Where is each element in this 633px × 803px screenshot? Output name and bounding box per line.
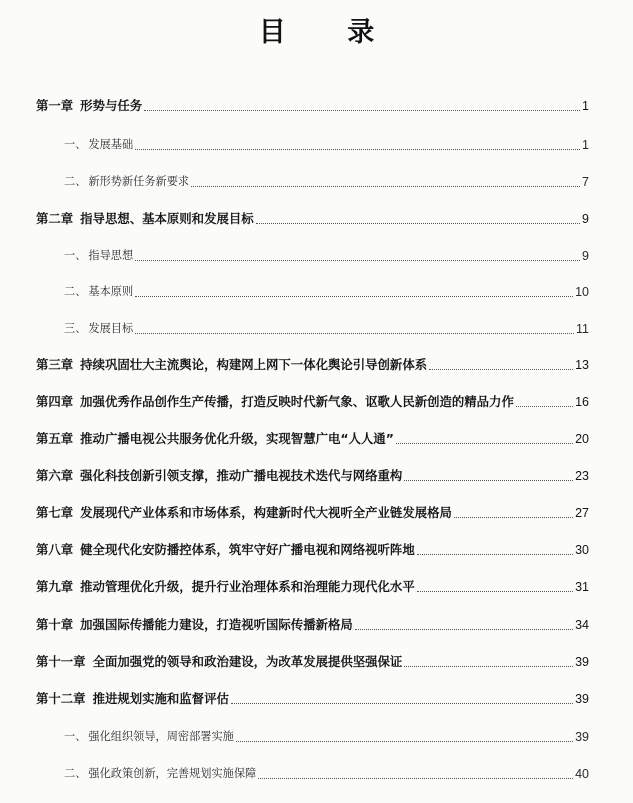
toc-entry-text [36,431,394,447]
toc-chapter-entry[interactable] [36,388,589,410]
toc-entry-number: 一、 [64,138,87,151]
toc-entry-number: 第七章 [36,505,74,520]
toc-entry-number: 第十章 [36,617,74,632]
toc-page-number: 16 [575,395,589,409]
toc-page-number: 10 [575,285,589,299]
toc-entry-text [64,174,189,190]
dot-leader [396,442,573,444]
toc-chapter-entry[interactable] [36,611,589,633]
toc-entry-text [36,542,415,558]
toc-entry-title: 健全现代化安防播控体系，筑牢守好广播电视和网络视听阵地 [80,542,415,557]
toc-entry-title: 强化政策创新，完善规划实施保障 [88,767,257,780]
dot-leader [516,405,573,407]
toc-entry-number: 第十一章 [36,654,86,669]
toc-entry-text [64,248,133,264]
toc-entry-number: 第二章 [36,211,74,226]
toc-entry-title: 发展现代产业体系和市场体系，构建新时代大视听全产业链发展格局 [80,505,452,520]
toc-section-entry[interactable] [64,278,589,300]
page-title: 目 录 [258,17,401,48]
toc-chapter-entry[interactable] [36,205,589,227]
toc-entry-text [36,617,353,633]
toc-page-number: 9 [582,249,589,263]
toc-chapter-entry[interactable] [36,573,589,595]
toc-entry-text [36,211,254,227]
dot-leader [355,628,573,630]
toc-page-number: 7 [582,175,589,189]
toc-entry-number: 第四章 [36,394,74,409]
toc-page-number: 39 [575,692,589,706]
toc-entry-number: 第九章 [36,579,74,594]
dot-leader [429,368,573,370]
toc-entry-title: 推动广播电视公共服务优化升级，实现智慧广电“人人通” [80,431,394,446]
dot-leader [135,148,580,150]
dot-leader [417,553,573,555]
toc-chapter-entry[interactable] [36,351,589,373]
toc-page-number: 34 [575,618,589,632]
dot-leader [404,479,573,481]
toc-entry-text [36,468,402,484]
toc-entry-text [36,98,142,114]
toc-entry-title: 推动管理优化升级，提升行业治理体系和治理能力现代化水平 [80,579,415,594]
toc-entry-text [36,505,452,521]
toc-entry-title: 加强优秀作品创作生产传播，打造反映时代新气象、讴歌人民新创造的精品力作 [80,394,514,409]
toc-entry-number: 第六章 [36,468,74,483]
toc-page-number: 9 [582,212,589,226]
toc-entry-text [64,729,234,745]
toc-section-entry[interactable] [64,760,589,782]
toc-page-number: 1 [582,138,589,152]
dot-leader [144,109,580,111]
toc-entry-title: 基本原则 [88,285,134,298]
toc-entry-number: 三、 [64,322,87,335]
toc-entry-title: 新形势新任务新要求 [88,175,190,188]
toc-entry-text [36,691,229,707]
dot-leader [135,295,573,297]
dot-leader [417,590,573,592]
toc-entry-number: 第一章 [36,98,74,113]
toc-chapter-entry[interactable] [36,425,589,447]
toc-page-number: 13 [575,358,589,372]
toc-chapter-entry[interactable] [36,685,589,707]
toc-entry-text [64,321,133,337]
dot-leader [454,516,573,518]
dot-leader [191,185,580,187]
dot-leader [135,259,580,261]
toc-entry-text [64,766,256,782]
toc-page-number: 40 [575,767,589,781]
toc-entry-title: 指导思想、基本原则和发展目标 [80,211,254,226]
toc-page-number: 27 [575,506,589,520]
toc-page-number: 31 [575,580,589,594]
toc-section-entry[interactable] [64,168,589,190]
toc-entry-title: 推进规划实施和监督评估 [92,691,229,706]
toc-entry-title: 形势与任务 [80,98,143,113]
toc-entry-number: 二、 [64,767,87,780]
toc-entry-text [36,357,427,373]
toc-chapter-entry[interactable] [36,92,589,114]
toc-entry-title: 持续巩固壮大主流舆论，构建网上网下一体化舆论引导创新体系 [80,357,428,372]
toc-entry-title: 发展基础 [88,138,134,151]
toc-page-number: 39 [575,655,589,669]
toc-chapter-entry[interactable] [36,648,589,670]
toc-page-number: 30 [575,543,589,557]
toc-entry-number: 第八章 [36,542,74,557]
toc-section-entry[interactable] [64,723,589,745]
toc-page-number: 11 [576,322,589,336]
toc-section-entry[interactable] [64,315,589,337]
toc-entry-number: 二、 [64,285,87,298]
toc-entry-number: 一、 [64,730,87,743]
toc-section-entry[interactable] [64,242,589,264]
toc-page-number: 20 [575,432,589,446]
toc-entry-title: 加强国际传播能力建设，打造视听国际传播新格局 [80,617,353,632]
toc-entry-number: 第十二章 [36,691,86,706]
dot-leader [231,702,573,704]
toc-section-entry[interactable] [64,131,589,153]
dot-leader [256,222,580,224]
toc-page-number: 23 [575,469,589,483]
toc-entry-number: 第五章 [36,431,74,446]
toc-entry-text [36,654,402,670]
toc-entry-number: 第三章 [36,357,74,372]
toc-entry-text [64,284,133,300]
toc-entry-text [36,579,415,595]
toc-page-number: 1 [582,99,589,113]
toc-page-number: 39 [575,730,589,744]
dot-leader [236,740,573,742]
dot-leader [404,665,573,667]
toc-chapter-entry[interactable] [36,462,589,484]
dot-leader [135,332,574,334]
toc-entry-title: 指导思想 [88,249,134,262]
toc-entry-title: 全面加强党的领导和政治建设，为改革发展提供坚强保证 [92,654,403,669]
toc-entry-number: 一、 [64,249,87,262]
toc-entry-text [36,394,514,410]
toc-entry-title: 强化科技创新引领支撑，推动广播电视技术迭代与网络重构 [80,468,403,483]
toc-entry-text [64,137,133,153]
toc-chapter-entry[interactable] [36,499,589,521]
toc-entry-title: 发展目标 [88,322,134,335]
toc-entry-title: 强化组织领导，周密部署实施 [88,730,234,743]
dot-leader [258,777,573,779]
toc-entry-number: 二、 [64,175,87,188]
toc-chapter-entry[interactable] [36,536,589,558]
